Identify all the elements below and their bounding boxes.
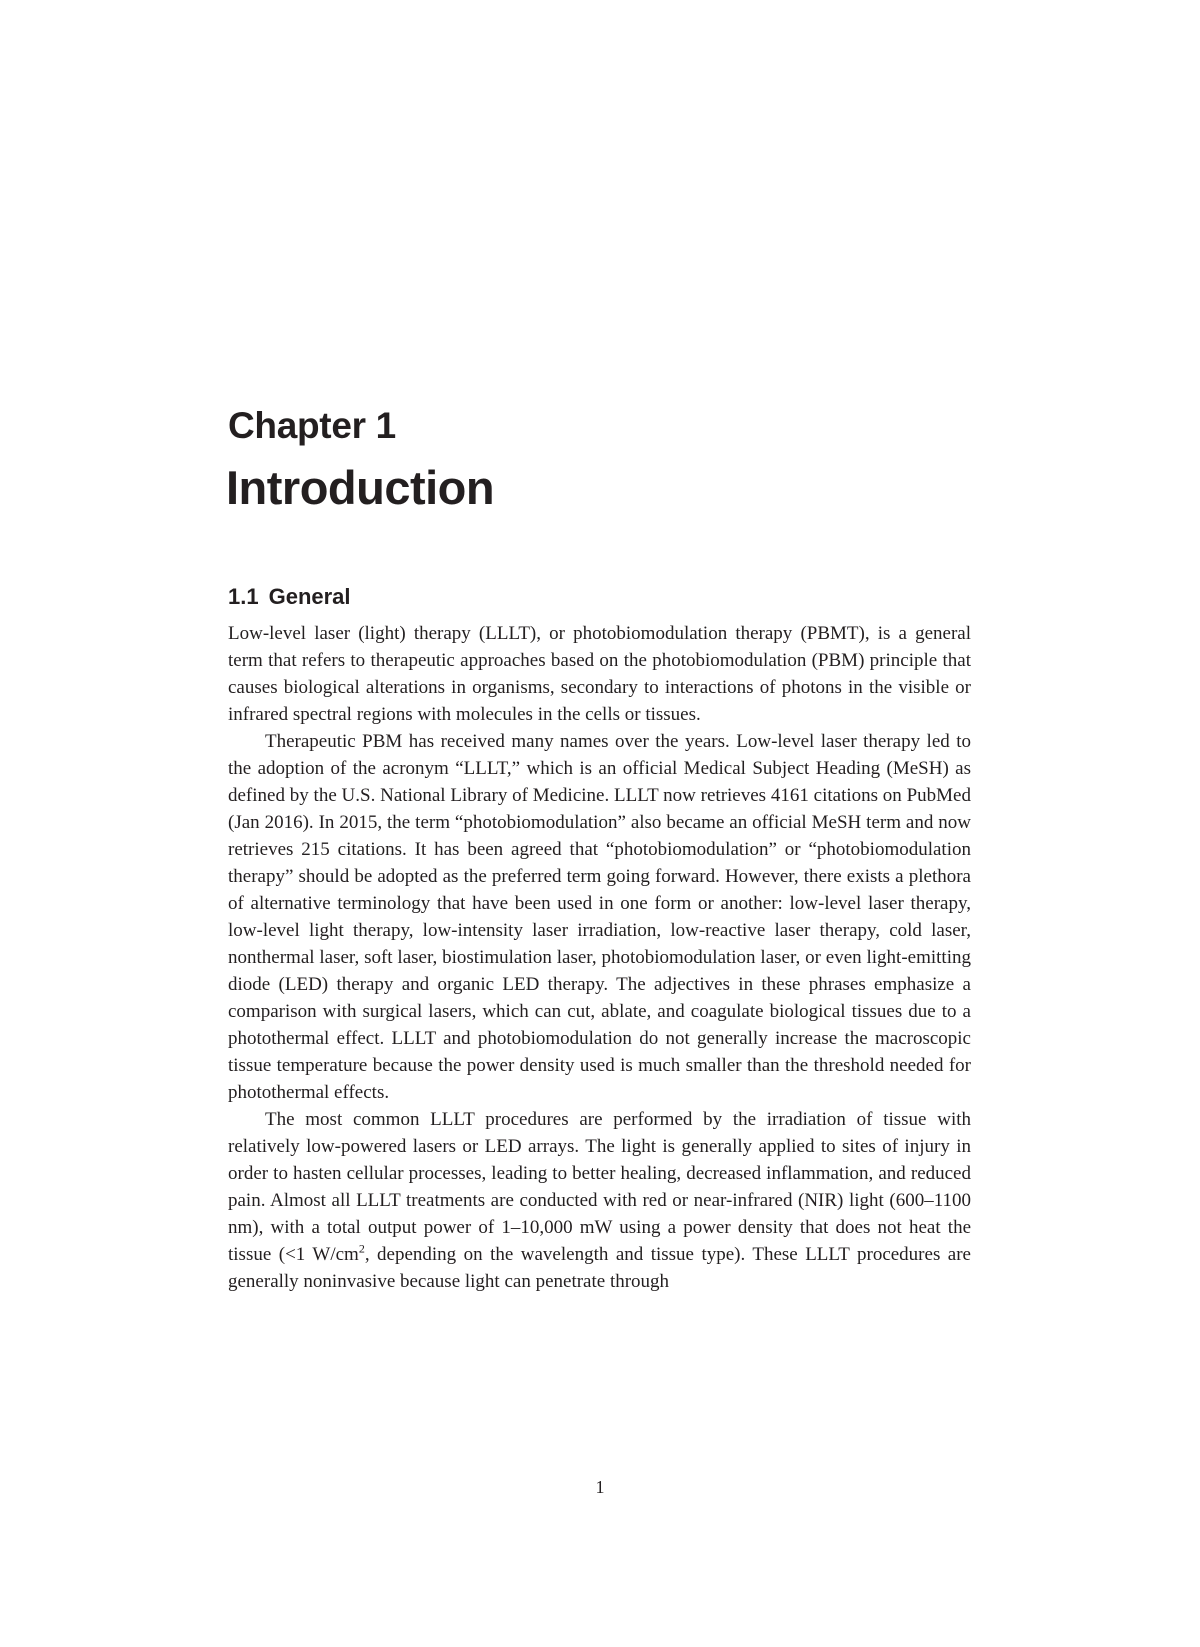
chapter-label: Chapter 1: [228, 405, 396, 446]
paragraph-3-text-a: The most common LLLT procedures are performed by the irradiation of tissue with relatively low-powered lasers or LED arrays. The light is generally applied to sites of injury in order to hasten cellular processes, leading to better healing, decreased inflammation, and reduced pain. Almost all LLLT treatments are conducted with red or near-infrared (NIR) light (600–1100 nm), with a total output power of 1–10,000 mW using a power density that does not heat the tissue (<1 W/cm: [228, 1109, 971, 1265]
section-title: General: [268, 584, 351, 609]
superscript-2: 2: [358, 1241, 365, 1256]
section-heading: [228, 583, 351, 611]
body-text: [228, 620, 971, 1295]
paragraph-1: Low-level laser (light) therapy (LLLT), or photobiomodulation therapy (PBMT), is a general term that refers to therapeutic approaches based on the photobiomodulation (PBM) principle that causes biological alterations in organisms, secondary to interactions of photons in the visible or infrared spectral regions with molecules in the cells or tissues.: [228, 623, 971, 725]
page-number: 1: [595, 1477, 605, 1497]
paragraph-3: [228, 1106, 971, 1295]
paragraph-3-text-b: , depending on the wavelength and tissue type). These LLLT procedures are generally noninvasive because light can penetrate through: [228, 1244, 971, 1292]
section-number: 1.1: [228, 584, 259, 609]
paragraph-2: Therapeutic PBM has received many names over the years. Low-level laser therapy led to the adoption of the acronym “LLLT,” which is an official Medical Subject Heading (MeSH) as defined by the U.S. National Library of Medicine. LLLT now retrieves 4161 citations on PubMed (Jan 2016). In 2015, the term “photobiomodulation” also became an official MeSH term and now retrieves 215 citations. It has been agreed that “photobiomodulation” or “photobiomodulation therapy” should be adopted as the preferred term going forward. However, there exists a plethora of alternative terminology that have been used in one form or another: low-level laser therapy, low-level light therapy, low-intensity laser irradiation, low-reactive laser therapy, cold laser, nonthermal laser, soft laser, biostimulation laser, photobiomodulation laser, or even light-emitting diode (LED) therapy and organic LED therapy. The adjectives in these phrases emphasize a comparison with surgical lasers, which can cut, ablate, and coagulate biological tissues due to a photothermal effect. LLLT and photobiomodulation do not generally increase the macroscopic tissue temperature because the power density used is much smaller than the threshold needed for photothermal effects.: [228, 731, 971, 1103]
chapter-title: Introduction: [226, 461, 495, 514]
